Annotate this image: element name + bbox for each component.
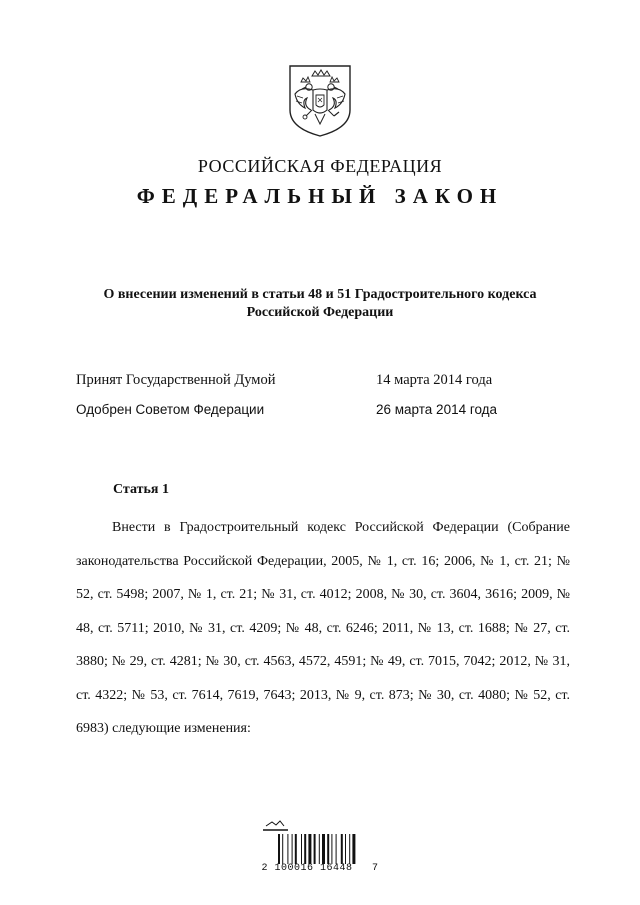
barcode-bar	[331, 834, 332, 864]
adoption-date: 14 марта 2014 года	[376, 372, 493, 388]
adoption-date: 26 марта 2014 года	[376, 402, 498, 417]
barcode-bar	[308, 834, 311, 864]
barcode-bar	[282, 834, 283, 864]
barcode-bar	[287, 834, 288, 864]
barcode-bar	[314, 834, 316, 864]
country-name: РОССИЙСКАЯ ФЕДЕРАЦИЯ	[197, 156, 443, 176]
adoption-label: Принят Государственной Думой	[76, 372, 276, 388]
barcode-number: 2 100016 16448 7	[261, 863, 379, 874]
law-title-line: О внесении изменений в статьи 48 и 51 Градостроительного кодекса	[103, 287, 537, 302]
article-body	[76, 511, 570, 746]
document-type: ФЕДЕРАЛЬНЫЙ ЗАКОН	[136, 184, 504, 208]
barcode-bar	[349, 834, 350, 864]
article-heading: Статья 1	[113, 482, 169, 497]
barcode-bar	[295, 834, 297, 864]
law-title-line: Российской Федерации	[246, 305, 394, 320]
barcode-bar	[278, 834, 280, 864]
russian-coat-of-arms-icon	[285, 60, 355, 140]
barcode-bar	[341, 834, 343, 864]
barcode-image	[258, 818, 358, 868]
adoption-label: Одобрен Советом Федерации	[76, 402, 265, 417]
barcode-bar	[327, 834, 329, 864]
article-paragraph: Внести в Градостроительный кодекс Российской Федерации (Собрание законодательства Российской Федерации, 2005, № 1, ст. 16; 2006, № 1, ст. 21; № 52, ст. 5498; 2007, № 1, ст. 21; № 31, ст. 4012; 2008, № 30, ст. 3604, 3616; 2009, № 48, ст. 5711; 2010, № 31, ст. 4209; № 48, ст. 6246; 2011, № 13, ст. 1688; № 27, ст. 3880; № 29, ст. 4281; № 30, ст. 4563, 4572, 4591; № 49, ст. 7015, 7042; 2012, № 31, ст. 4322; № 53, ст. 7614, 7619, 7643; 2013, № 9, ст. 873; № 30, ст. 4080; № 52, ст. 6983) следующие изменения:	[76, 520, 570, 736]
barcode-bar	[322, 834, 325, 864]
barcode-bar	[292, 834, 293, 864]
barcode-bar	[352, 834, 355, 864]
barcode-bar	[319, 834, 320, 864]
law-title	[60, 286, 580, 322]
barcode-bar	[304, 834, 306, 864]
barcode-bar	[301, 834, 302, 864]
barcode-bars	[278, 834, 358, 864]
barcode-bar	[336, 834, 337, 864]
barcode-bar	[345, 834, 346, 864]
adoption-row-duma	[76, 372, 576, 392]
adoption-row-council	[76, 402, 576, 422]
